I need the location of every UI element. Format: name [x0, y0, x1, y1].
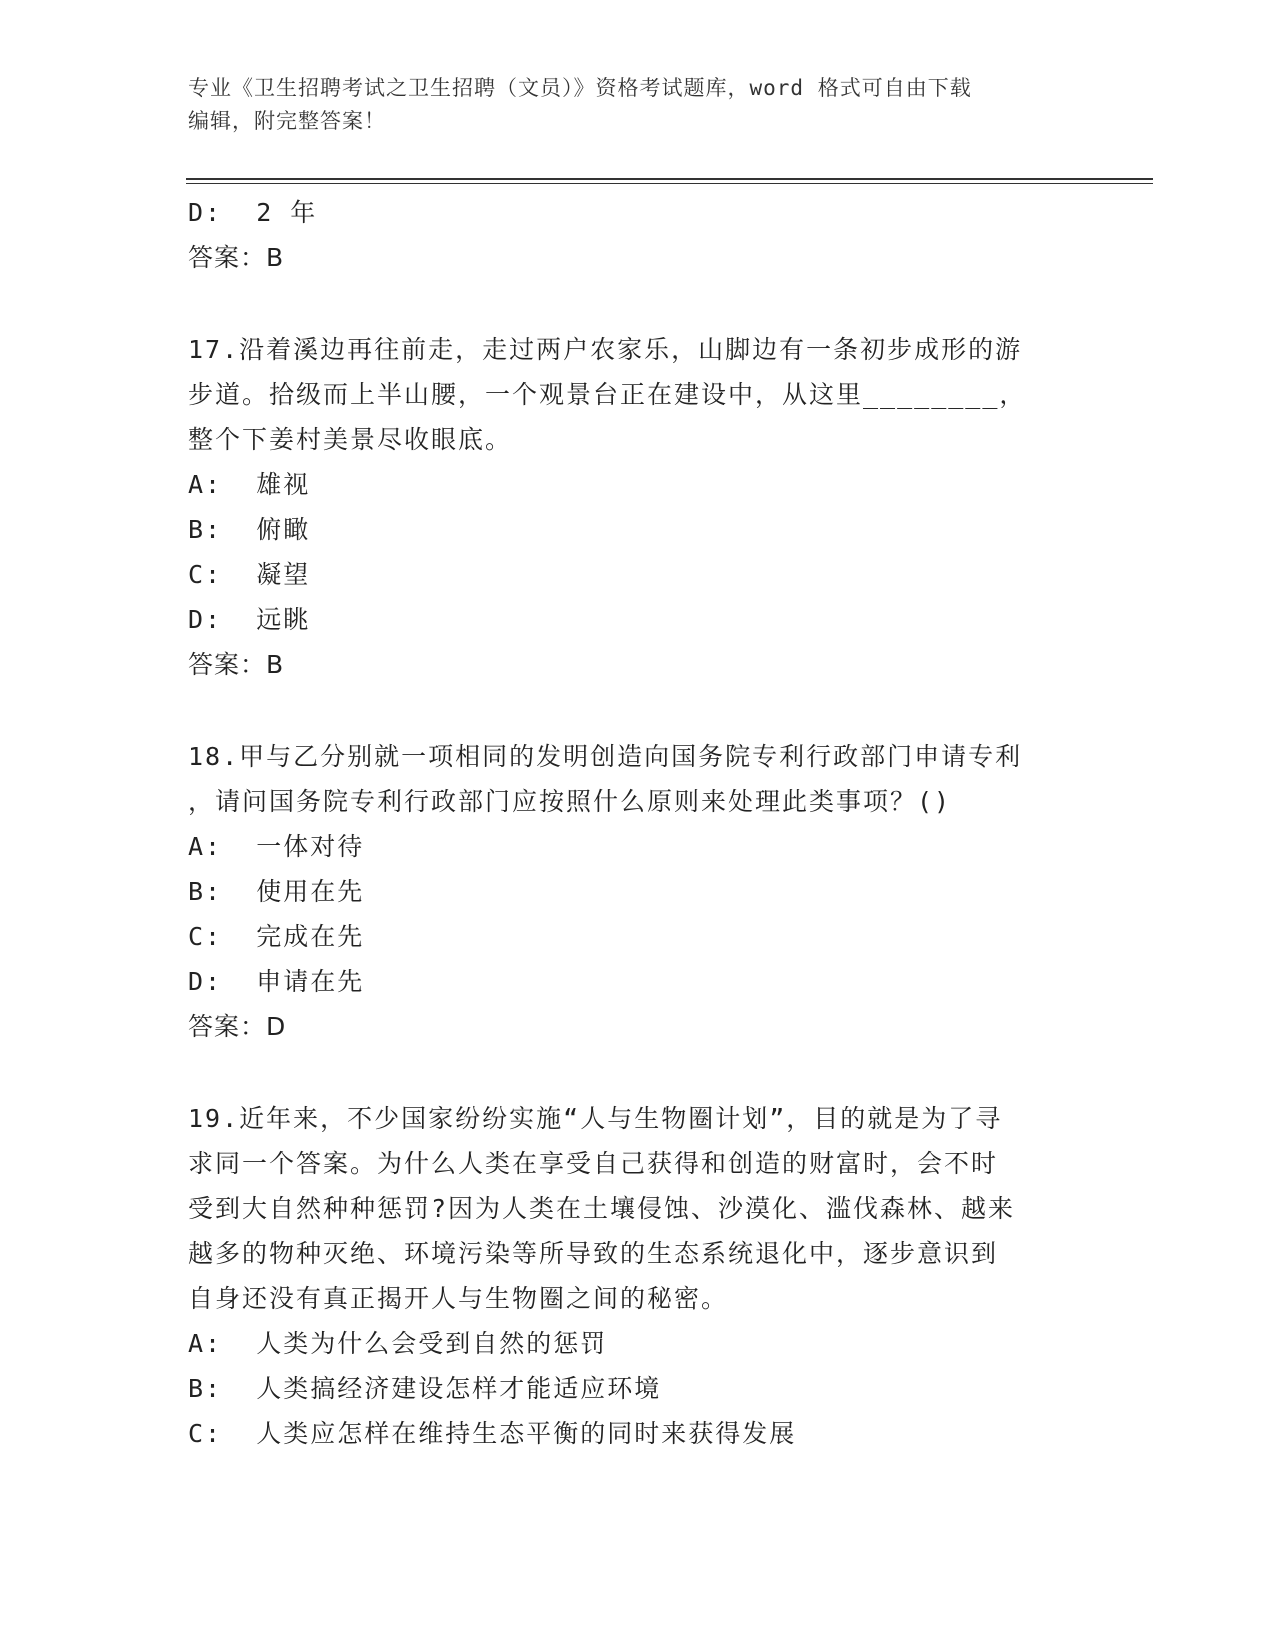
option-d: D: 2 年	[188, 198, 318, 227]
question-text-line: 受到大自然种种惩罚?因为人类在土壤侵蚀、沙漠化、滥伐森林、越来	[188, 1194, 1016, 1223]
header-line-2: 编辑，附完整答案！	[188, 109, 386, 133]
option-b: B: 俯瞰	[188, 515, 311, 544]
option-b: B: 使用在先	[188, 877, 365, 906]
question-18	[188, 734, 1088, 1049]
header-rule	[186, 178, 1153, 184]
option-c: C: 凝望	[188, 560, 311, 589]
option-a: A: 雄视	[188, 470, 311, 499]
answer: 答案：B	[188, 243, 285, 272]
option-a: A: 一体对待	[188, 832, 365, 861]
option-c: C: 完成在先	[188, 922, 365, 951]
option-b: B: 人类搞经济建设怎样才能适应环境	[188, 1374, 662, 1403]
question-17	[188, 327, 1088, 687]
option-a: A: 人类为什么会受到自然的惩罚	[188, 1329, 608, 1358]
question-text-line: 整个下姜村美景尽收眼底。	[188, 425, 513, 454]
question-text-line: ，请问国务院专利行政部门应按照什么原则来处理此类事项？()	[188, 787, 952, 816]
question-text-line: 自身还没有真正揭开人与生物圈之间的秘密。	[188, 1284, 729, 1313]
question-text-line: 求同一个答案。为什么人类在享受自己获得和创造的财富时，会不时	[188, 1149, 999, 1178]
question-text-line: 步道。拾级而上半山腰，一个观景台正在建设中，从这里________，	[188, 380, 1027, 409]
spacer	[188, 1049, 1088, 1096]
answer: 答案：B	[188, 650, 285, 679]
option-d: D: 远眺	[188, 605, 311, 634]
document-body	[188, 190, 1088, 1456]
spacer	[188, 687, 1088, 734]
spacer	[188, 280, 1088, 327]
question-19	[188, 1096, 1088, 1456]
question-text-line: 17.沿着溪边再往前走，走过两户农家乐，山脚边有一条初步成形的游	[188, 335, 1023, 364]
question-16-fragment	[188, 190, 1088, 280]
question-text-line: 越多的物种灭绝、环境污染等所导致的生态系统退化中，逐步意识到	[188, 1239, 999, 1268]
option-d: D: 申请在先	[188, 967, 365, 996]
question-text-line: 18.甲与乙分别就一项相同的发明创造向国务院专利行政部门申请专利	[188, 742, 1023, 771]
page-header	[188, 72, 1068, 138]
option-c: C: 人类应怎样在维持生态平衡的同时来获得发展	[188, 1419, 797, 1448]
question-text-line: 19.近年来，不少国家纷纷实施“人与生物圈计划”，目的就是为了寻	[188, 1104, 1003, 1133]
header-line-1: 专业《卫生招聘考试之卫生招聘（文员）》资格考试题库，word 格式可自由下载	[188, 76, 972, 100]
answer: 答案：D	[188, 1012, 287, 1041]
